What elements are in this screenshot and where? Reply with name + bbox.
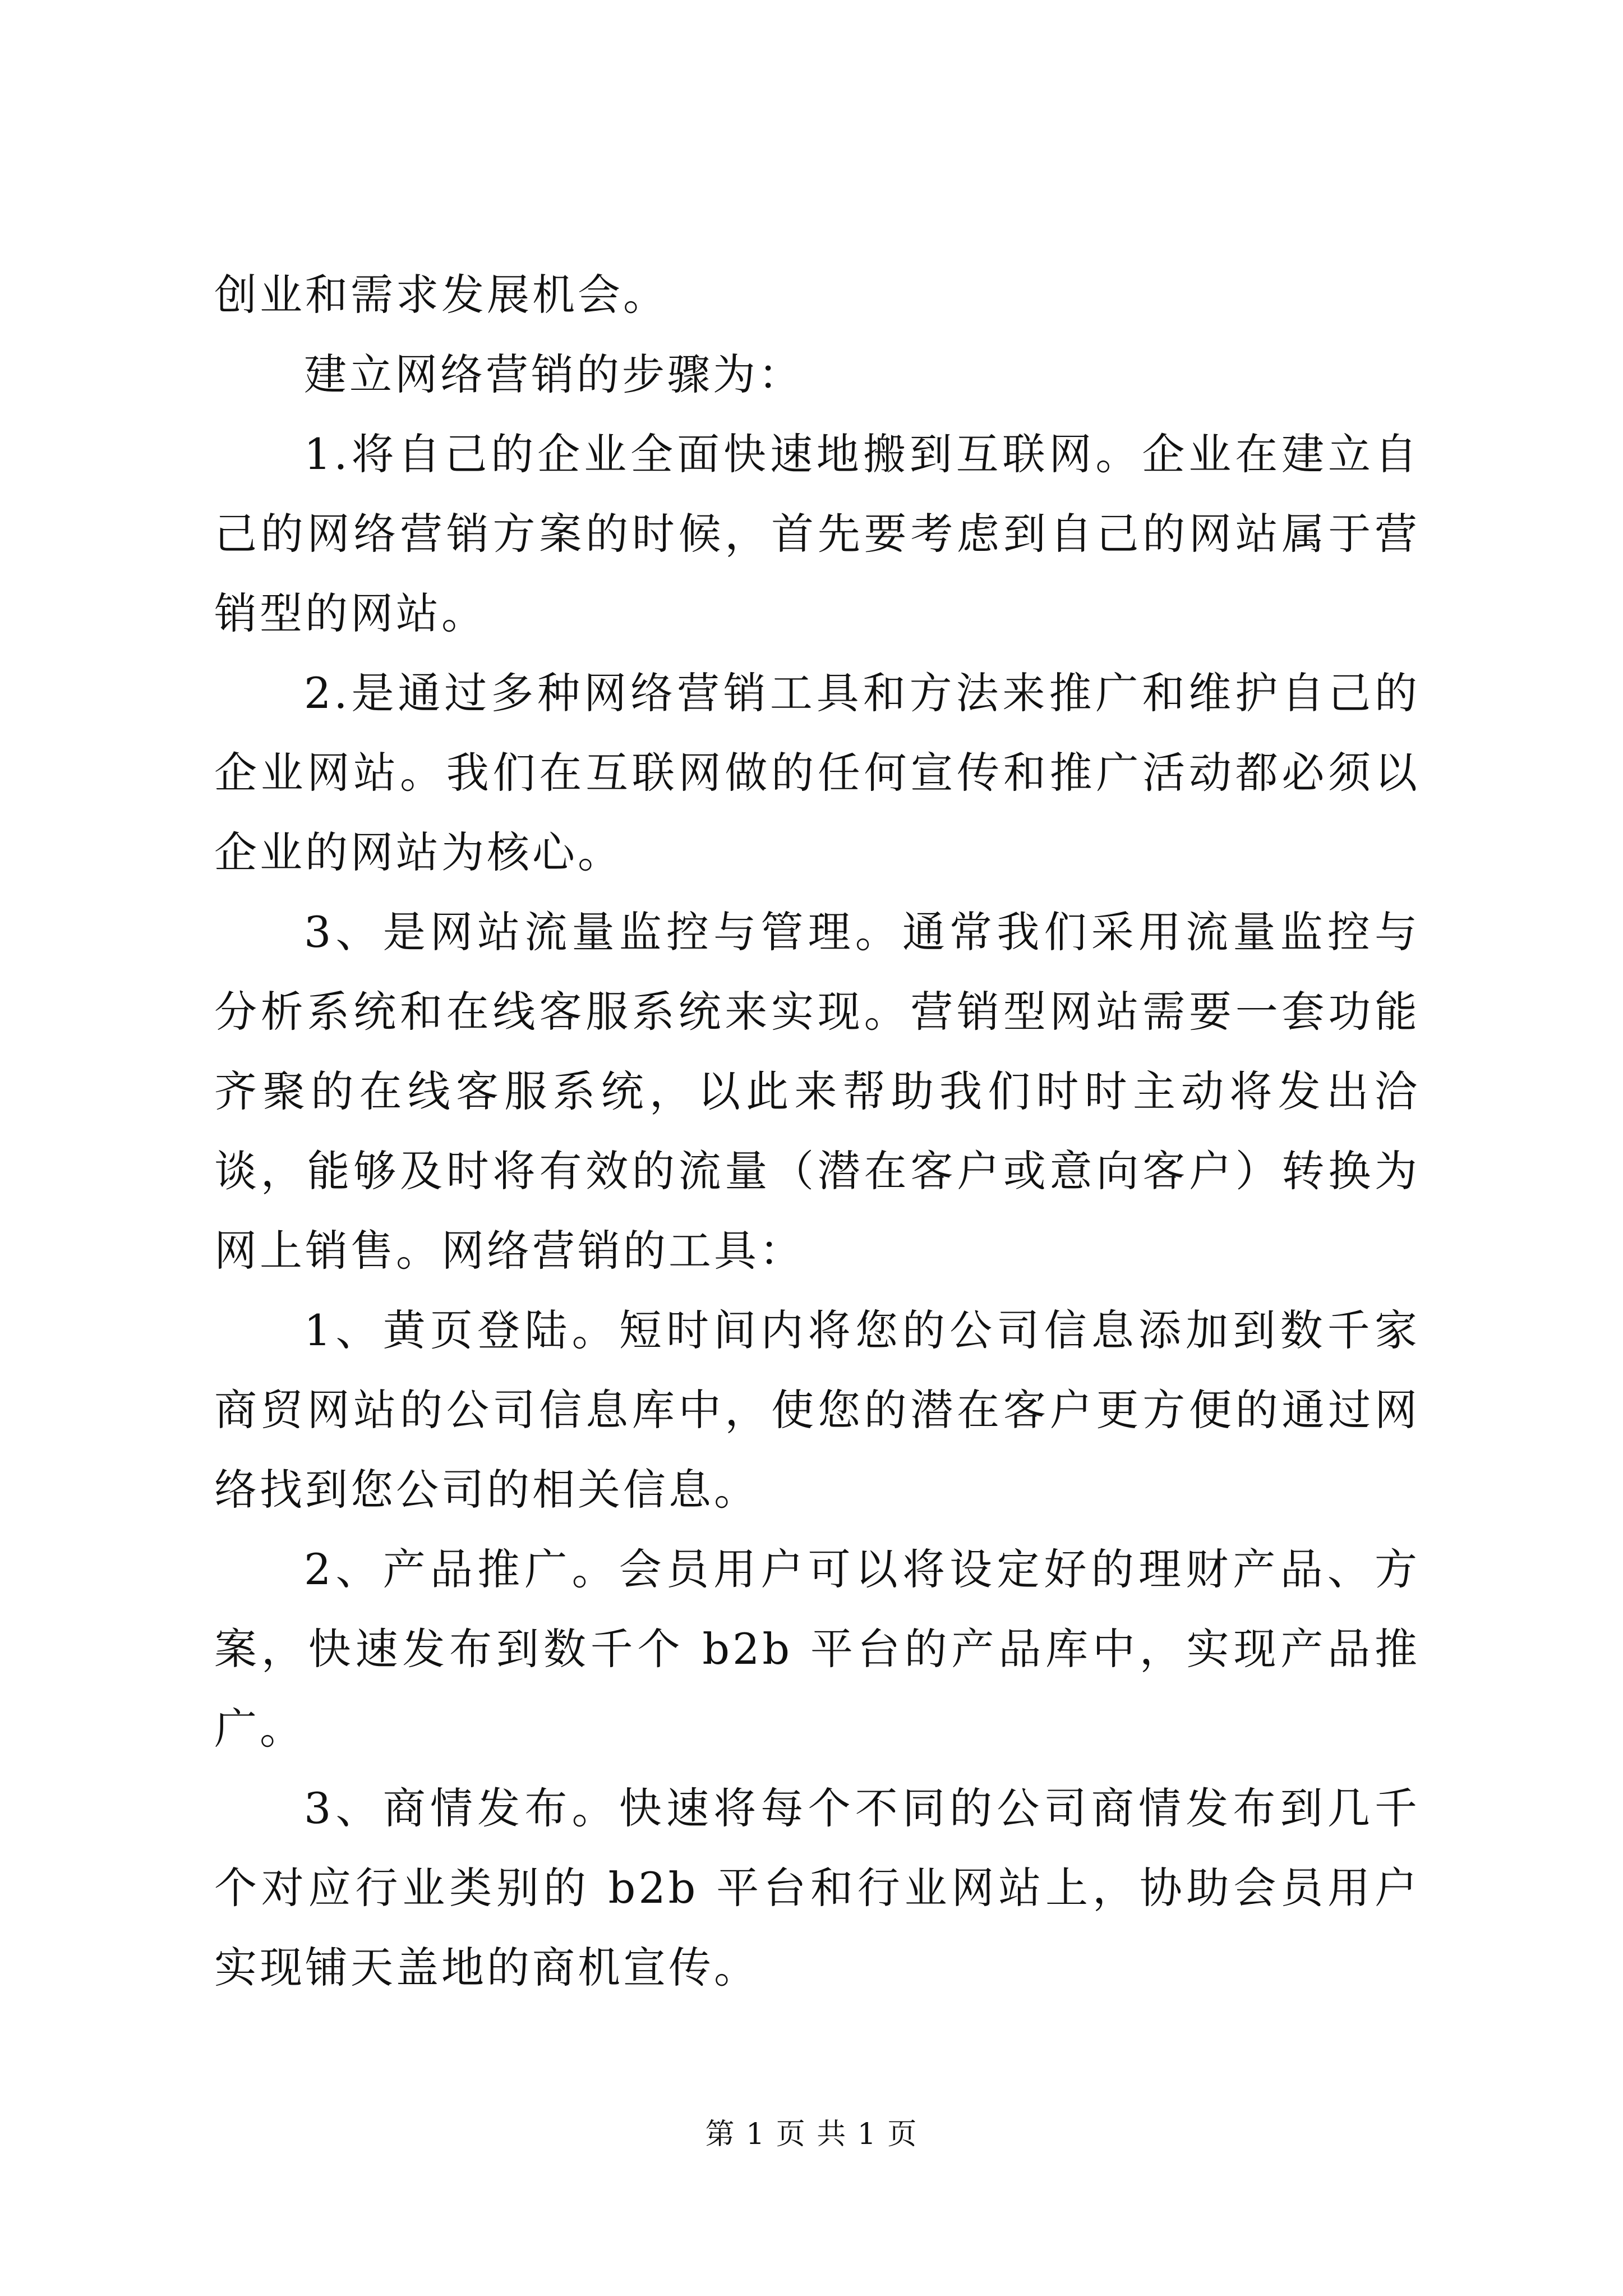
paragraph-3: 1.将自己的企业全面快速地搬到互联网。企业在建立自己的网络营销方案的时候，首先要考虑到自己的网站属于营销型的网站。 — [214, 429, 1420, 638]
paragraph-1: 创业和需求发展机会。 — [214, 270, 668, 320]
paragraph-5: 3、是网站流量监控与管理。通常我们采用流量监控与分析系统和在线客服系统来实现。营销型网站需要一套功能齐聚的在线客服系统，以此来帮助我们时时主动将发出洽谈，能够及时将有效的流量（潜在客户或意向客户）转换为网上销售。网络营销的工具： — [214, 907, 1420, 1276]
page-footer: 第 1 页 共 1 页 — [705, 2118, 918, 2151]
paragraph-4: 2.是通过多种网络营销工具和方法来推广和维护自己的企业网站。我们在互联网做的任何宣传和推广活动都必须以企业的网站为核心。 — [214, 668, 1420, 877]
paragraph-7: 2、产品推广。会员用户可以将设定好的理财产品、方案，快速发布到数千个 b2b 平台的产品库中，实现产品推广。 — [214, 1544, 1420, 1754]
paragraph-8: 3、商情发布。快速将每个不同的公司商情发布到几千个对应行业类别的 b2b 平台和行业网站上，协助会员用户实现铺天盖地的商机宣传。 — [214, 1783, 1420, 1993]
document-body — [214, 255, 1420, 2008]
paragraph-2: 建立网络营销的步骤为： — [304, 349, 804, 399]
paragraph-6: 1、黄页登陆。短时间内将您的公司信息添加到数千家商贸网站的公司信息库中，使您的潜在客户更方便的通过网络找到您公司的相关信息。 — [214, 1305, 1420, 1515]
